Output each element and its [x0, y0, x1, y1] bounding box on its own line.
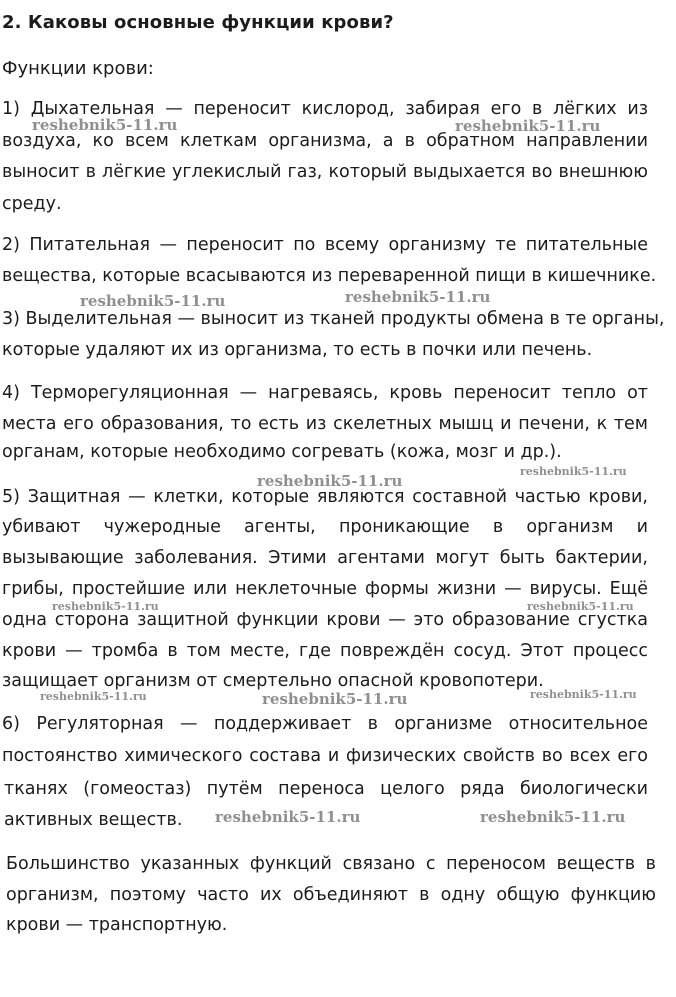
- summary-line-2: организм, поэтому часто их объединяют в одну общую функцию: [6, 885, 656, 905]
- paragraph-6-line-1: 6) Регуляторная — поддерживает в организме относительное: [2, 714, 648, 734]
- paragraph-1-line-1: 1) Дыхательная — переносит кислород, забирая его в лёгких из: [2, 99, 648, 119]
- paragraph-5-line-2: убивают чужеродные агенты, проникающие в организм и: [2, 517, 648, 537]
- watermark: reshebnik5-11.ru: [455, 117, 601, 135]
- watermark: reshebnik5-11.ru: [80, 292, 226, 310]
- watermark: reshebnik5-11.ru: [480, 808, 626, 826]
- watermark: reshebnik5-11.ru: [32, 116, 178, 134]
- paragraph-1-line-3: выносит в лёгкие углекислый газ, который выдыхается во внешнюю: [2, 162, 648, 182]
- paragraph-4-line-2: места его образования, то есть из скелетных мышц и печени, к тем: [2, 414, 648, 434]
- paragraph-5-line-6: крови — тромба в том месте, где повреждён сосуд. Этот процесс: [2, 641, 648, 661]
- paragraph-5-line-5: одна сторона защитной функции крови — это образование сгустка: [2, 610, 648, 630]
- paragraph-6-line-4: активных веществ.: [4, 810, 183, 830]
- watermark: reshebnik5-11.ru: [527, 600, 634, 613]
- paragraph-5-line-7: защищает организм от смертельно опасной кровопотери.: [2, 671, 544, 691]
- watermark: reshebnik5-11.ru: [520, 465, 627, 478]
- question-title: 2. Каковы основные функции крови?: [2, 12, 394, 33]
- watermark: reshebnik5-11.ru: [257, 472, 403, 490]
- summary-line-3: крови — транспортную.: [6, 915, 228, 935]
- paragraph-5-line-4: грибы, простейшие или неклеточные формы жизни — вирусы. Ещё: [2, 579, 648, 599]
- watermark: reshebnik5-11.ru: [345, 288, 491, 306]
- paragraph-1-line-4: среду.: [2, 194, 62, 214]
- watermark: reshebnik5-11.ru: [52, 600, 159, 613]
- watermark: reshebnik5-11.ru: [215, 808, 361, 826]
- paragraph-2-line-2: вещества, которые всасываются из переваренной пищи в кишечнике.: [2, 266, 657, 286]
- paragraph-3-line-2: которые удаляют их из организма, то есть в почки или печень.: [2, 340, 593, 360]
- paragraph-6-line-2: постоянство химического состава и физических свойств во всех его: [2, 746, 648, 766]
- watermark: reshebnik5-11.ru: [262, 690, 408, 708]
- watermark: reshebnik5-11.ru: [40, 690, 147, 703]
- paragraph-6-line-3: тканях (гомеостаз) путём переноса целого ряда биологически: [4, 779, 648, 799]
- paragraph-2-line-1: 2) Питательная — переносит по всему организму те питательные: [2, 235, 648, 255]
- paragraph-3-line-1: 3) Выделительная — выносит из тканей продукты обмена в те органы,: [2, 309, 665, 329]
- paragraph-1-line-2: воздуха, ко всем клеткам организма, а в обратном направлении: [2, 131, 648, 151]
- paragraph-4-line-1: 4) Терморегуляционная — нагреваясь, кровь переносит тепло от: [2, 383, 648, 403]
- paragraph-4-line-3: органам, которые необходимо согревать (кожа, мозг и др.).: [2, 442, 562, 462]
- summary-line-1: Большинство указанных функций связано с переносом веществ в: [6, 854, 656, 874]
- functions-heading: Функции крови:: [2, 58, 154, 79]
- paragraph-5-line-1: 5) Защитная — клетки, которые являются составной частью крови,: [2, 487, 648, 507]
- paragraph-5-line-3: вызывающие заболевания. Этими агентами могут быть бактерии,: [2, 548, 648, 568]
- watermark: reshebnik5-11.ru: [530, 688, 637, 701]
